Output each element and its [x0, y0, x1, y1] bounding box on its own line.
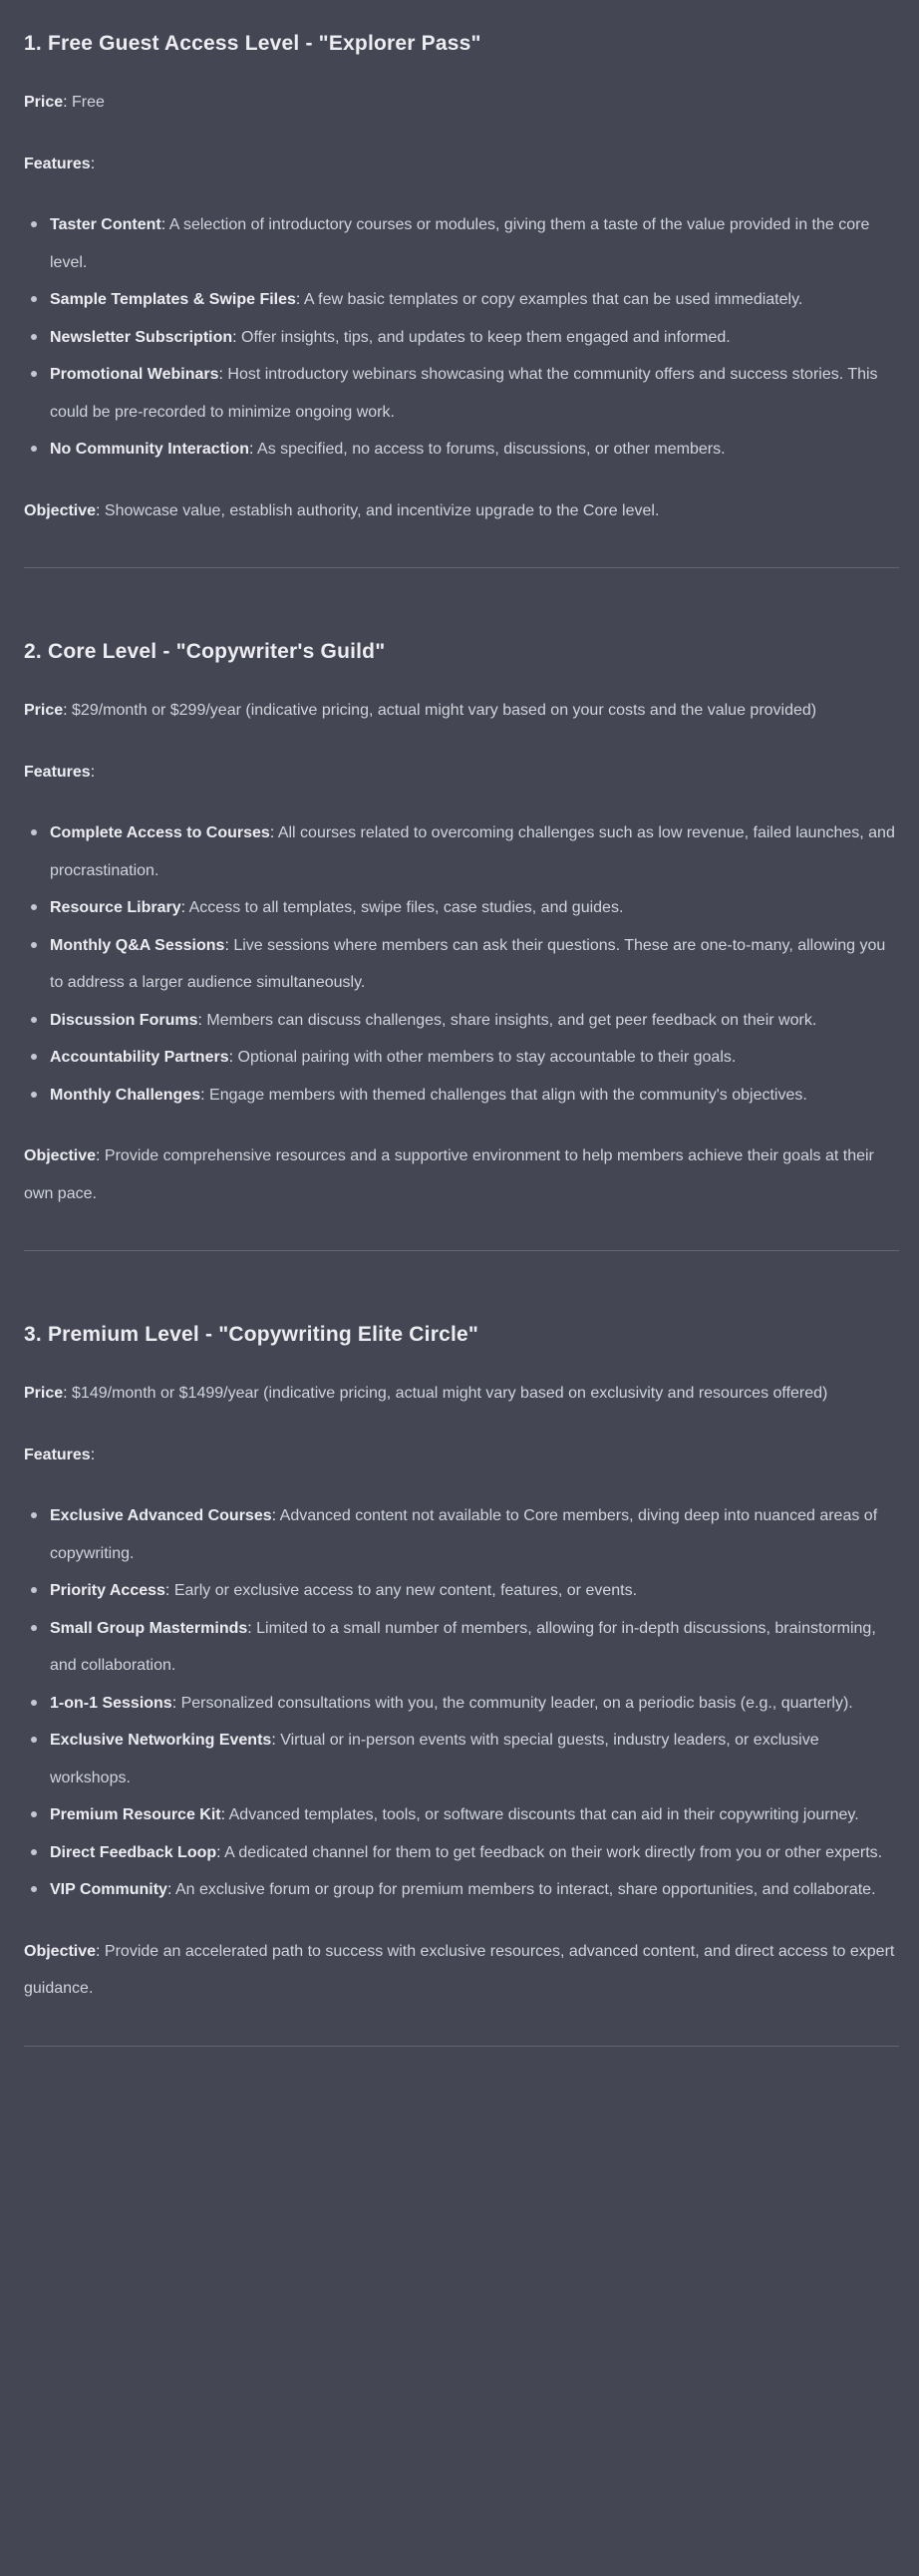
feature-description: Host introductory webinars showcasing what the community offers and success stories. This could be pre-recorded to minimize ongoing work. — [50, 366, 878, 421]
feature-description: A dedicated channel for them to get feedback on their work directly from you or other experts. — [224, 1843, 883, 1861]
feature-term: Exclusive Networking Events — [50, 1732, 272, 1749]
feature-term: Monthly Challenges — [50, 1086, 201, 1104]
feature-separator: : — [249, 441, 258, 458]
feature-item — [24, 1796, 899, 1834]
feature-description: Live sessions where members can ask their questions. These are one-to-many, allowing you to address a larger audience simultaneously. — [50, 936, 886, 991]
objective-line — [24, 1933, 899, 2008]
feature-item — [24, 814, 899, 889]
feature-term: Resource Library — [50, 899, 181, 916]
feature-item — [24, 431, 899, 469]
objective-separator: : — [96, 1942, 105, 1960]
features-label-line — [24, 146, 899, 183]
section-divider — [24, 2046, 899, 2047]
objective-label: Objective — [24, 1147, 97, 1164]
price-line — [24, 1375, 899, 1413]
feature-separator: : — [166, 1881, 175, 1898]
features-list — [24, 1497, 899, 1909]
feature-description: Limited to a small number of members, allowing for in-depth discussions, brainstorming, and collaboration. — [50, 1619, 876, 1674]
feature-term: Complete Access to Courses — [50, 824, 270, 841]
tier-heading: 1. Free Guest Access Level - "Explorer Pass" — [24, 32, 481, 55]
feature-separator: : — [269, 824, 278, 841]
feature-separator: : — [228, 1049, 238, 1066]
feature-term: Accountability Partners — [50, 1049, 229, 1066]
price-label: Price — [24, 94, 64, 111]
objective-text: Provide comprehensive resources and a supportive environment to help members achieve their goals at their own pace. — [24, 1147, 874, 1202]
feature-description: A selection of introductory courses or modules, giving them a taste of the value provided in the core level. — [50, 216, 870, 271]
feature-separator: : — [197, 1011, 207, 1029]
feature-item — [24, 889, 899, 927]
price-label: Price — [24, 1385, 64, 1402]
feature-term: Promotional Webinars — [50, 366, 219, 383]
feature-separator: : — [271, 1732, 281, 1749]
feature-separator: : — [295, 291, 304, 308]
feature-item — [24, 1039, 899, 1077]
feature-separator: : — [164, 1582, 174, 1599]
feature-description: Personalized consultations with you, the community leader, on a periodic basis (e.g., quarterly). — [180, 1694, 853, 1712]
features-separator: : — [90, 155, 96, 172]
feature-separator: : — [216, 1843, 225, 1861]
feature-item — [24, 1834, 899, 1872]
feature-item — [24, 927, 899, 1002]
tier-section — [24, 1321, 899, 2047]
objective-text: Showcase value, establish authority, and incentivize upgrade to the Core level. — [104, 501, 660, 519]
price-line — [24, 84, 899, 122]
feature-term: Small Group Masterminds — [50, 1619, 248, 1637]
features-separator: : — [90, 1446, 96, 1463]
feature-term: Sample Templates & Swipe Files — [50, 291, 296, 308]
feature-description: Engage members with themed challenges that align with the community's objectives. — [209, 1086, 807, 1104]
feature-item — [24, 1871, 899, 1909]
features-label: Features — [24, 1446, 91, 1463]
feature-description: A few basic templates or copy examples that can be used immediately. — [303, 291, 803, 308]
feature-term: VIP Community — [50, 1881, 167, 1898]
section-divider — [24, 567, 899, 568]
feature-item — [24, 1572, 899, 1610]
price-separator: : — [63, 702, 73, 719]
tier-heading: 2. Core Level - "Copywriter's Guild" — [24, 640, 386, 663]
objective-text: Provide an accelerated path to success with exclusive resources, advanced content, and direct access to expert guidance. — [24, 1942, 895, 1997]
feature-separator: : — [171, 1694, 181, 1712]
feature-description: Early or exclusive access to any new content, features, or events. — [173, 1582, 638, 1599]
objective-separator: : — [96, 1147, 105, 1164]
tier-section — [24, 30, 899, 568]
price-value: $149/month or $1499/year (indicative pricing, actual might vary based on exclusivity and resources offered) — [72, 1385, 828, 1402]
feature-term: Taster Content — [50, 216, 161, 233]
feature-term: No Community Interaction — [50, 441, 250, 458]
feature-item — [24, 1077, 899, 1115]
feature-separator: : — [200, 1086, 210, 1104]
feature-description: Access to all templates, swipe files, case studies, and guides. — [188, 899, 624, 916]
feature-description: Offer insights, tips, and updates to keep them engaged and informed. — [241, 328, 731, 346]
price-separator: : — [63, 94, 73, 111]
feature-item — [24, 281, 899, 319]
feature-description: An exclusive forum or group for premium members to interact, share opportunities, and collaborate. — [174, 1881, 876, 1898]
price-separator: : — [63, 1385, 73, 1402]
objective-line — [24, 492, 899, 530]
features-list — [24, 814, 899, 1114]
feature-item — [24, 1685, 899, 1723]
feature-item — [24, 206, 899, 281]
feature-term: Premium Resource Kit — [50, 1806, 221, 1823]
feature-separator: : — [220, 1806, 229, 1823]
feature-item — [24, 1002, 899, 1040]
feature-term: Priority Access — [50, 1582, 165, 1599]
section-divider — [24, 1250, 899, 1251]
price-label: Price — [24, 702, 64, 719]
features-label-line — [24, 754, 899, 792]
feature-description: All courses related to overcoming challenges such as low revenue, failed launches, and procrastination. — [50, 824, 895, 879]
price-value: $29/month or $299/year (indicative pricing, actual might vary based on your costs and the value provided) — [72, 702, 817, 719]
feature-term: Discussion Forums — [50, 1011, 198, 1029]
feature-term: Direct Feedback Loop — [50, 1843, 217, 1861]
feature-term: Newsletter Subscription — [50, 328, 233, 346]
feature-description: Advanced templates, tools, or software discounts that can aid in their copywriting journey. — [228, 1806, 859, 1823]
feature-description: Advanced content not available to Core members, diving deep into nuanced areas of copywriting. — [50, 1507, 878, 1562]
feature-separator: : — [180, 899, 189, 916]
features-label-line — [24, 1437, 899, 1474]
feature-item — [24, 1722, 899, 1796]
features-separator: : — [90, 763, 96, 781]
objective-label: Objective — [24, 501, 97, 519]
feature-item — [24, 319, 899, 357]
features-list — [24, 206, 899, 469]
feature-description: Virtual or in-person events with special guests, industry leaders, or exclusive workshops. — [50, 1732, 819, 1786]
feature-description: Members can discuss challenges, share insights, and get peer feedback on their work. — [206, 1011, 817, 1029]
feature-term: Monthly Q&A Sessions — [50, 936, 225, 954]
feature-item — [24, 1610, 899, 1685]
feature-separator: : — [271, 1507, 280, 1524]
objective-label: Objective — [24, 1942, 97, 1960]
features-label: Features — [24, 155, 91, 172]
tier-section — [24, 638, 899, 1251]
feature-term: 1-on-1 Sessions — [50, 1694, 172, 1712]
price-value: Free — [72, 94, 105, 111]
features-label: Features — [24, 763, 91, 781]
feature-separator: : — [224, 936, 234, 954]
feature-item — [24, 1497, 899, 1572]
feature-separator: : — [232, 328, 242, 346]
feature-separator: : — [218, 366, 228, 383]
feature-separator: : — [160, 216, 169, 233]
price-line — [24, 692, 899, 730]
feature-separator: : — [247, 1619, 257, 1637]
feature-term: Exclusive Advanced Courses — [50, 1507, 272, 1524]
objective-line — [24, 1137, 899, 1212]
feature-description: Optional pairing with other members to stay accountable to their goals. — [237, 1049, 737, 1066]
feature-description: As specified, no access to forums, discussions, or other members. — [257, 441, 726, 458]
tier-heading: 3. Premium Level - "Copywriting Elite Circle" — [24, 1323, 479, 1346]
feature-item — [24, 356, 899, 431]
objective-separator: : — [96, 501, 105, 519]
